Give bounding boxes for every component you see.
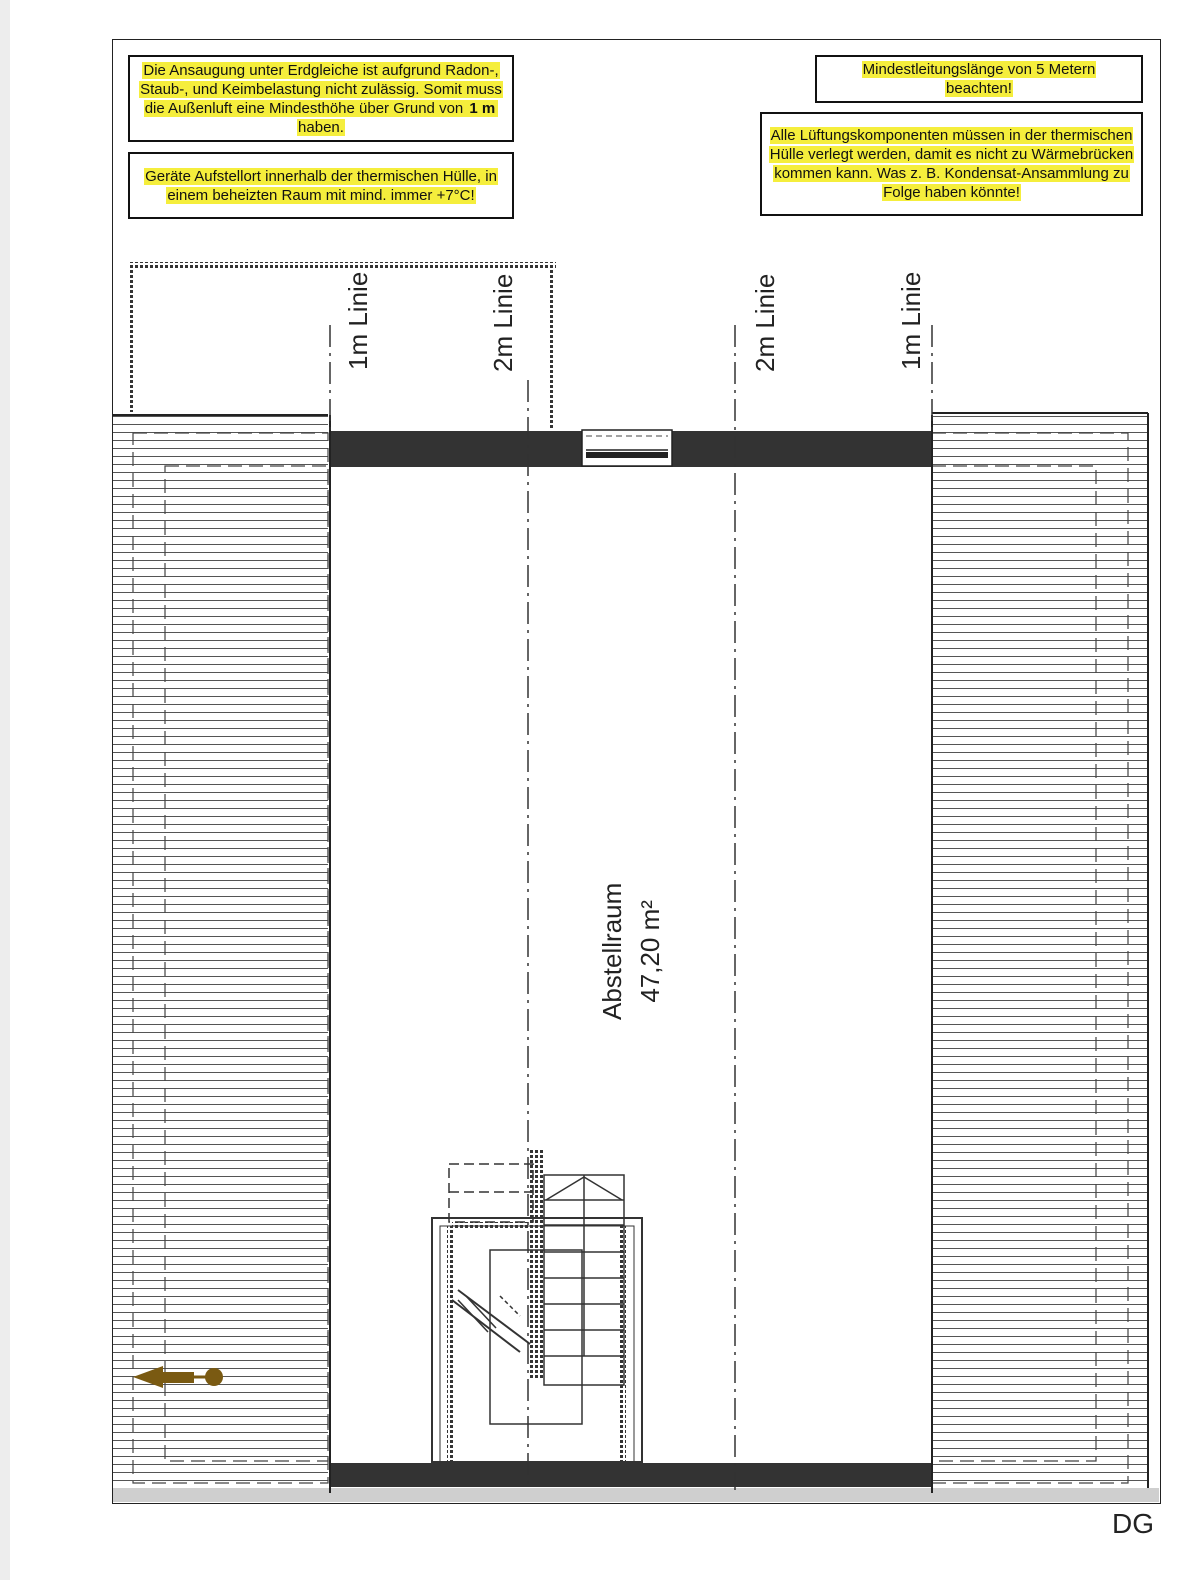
roof-window: [582, 430, 672, 466]
note-air-intake-text-before: Die Ansaugung unter Erdgleiche ist aufgrund Radon-, Staub-, und Keimbelastung nicht zulässig. Somit muss die Außenluft eine Mindesthöhe über Grund von: [140, 61, 502, 117]
note-air-intake-strong: 1 m: [469, 99, 496, 117]
note-min-length: [815, 55, 1143, 103]
room-area: 47,20 m²: [635, 900, 665, 1003]
note-air-intake-text-after: haben.: [297, 100, 498, 136]
bottom-floor-strip: [113, 1488, 1159, 1502]
label-right-1m-line: 1m Linie: [896, 271, 926, 370]
note-min-length-text: Mindestleitungslänge von 5 Metern beachten!: [862, 61, 1096, 97]
room-label: [593, 883, 669, 1020]
right-roof-slope: [932, 413, 1148, 1493]
note-device-location: [128, 152, 514, 219]
label-left-2m-line: 2m Linie: [488, 273, 518, 372]
label-right-2m-line: 2m Linie: [750, 273, 780, 372]
note-components-text: Alle Lüftungskomponenten müssen in der thermischen Hülle verlegt werden, damit es nicht zu Wärmebrücken kommen kann. Was z. B. Kondensat-Ansammlung zu Folge haben könnte!: [769, 127, 1134, 201]
left-roof-slope: [113, 415, 328, 1493]
note-components: [760, 112, 1143, 216]
note-device-location-text: Geräte Aufstellort innerhalb der thermischen Hülle, in einem beheizten Raum mit mind. immer +7°C!: [145, 167, 497, 204]
bottom-wall: [330, 1463, 932, 1487]
staircase: [432, 1148, 642, 1462]
note-air-intake: [128, 55, 514, 142]
label-left-1m-line: 1m Linie: [343, 271, 373, 370]
floor-label: DG: [1112, 1508, 1154, 1539]
room-name: Abstellraum: [597, 882, 627, 1020]
